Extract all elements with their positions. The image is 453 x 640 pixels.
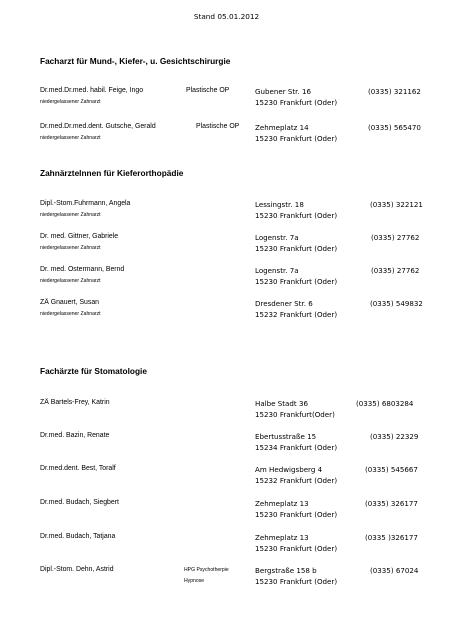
entry-phone: (0335) 321162 [368, 87, 421, 96]
entry-street: Logenstr. 7a [255, 233, 299, 242]
entry-phone: (0335) 6803284 [356, 399, 414, 408]
entry-city: 15230 Frankfurt (Oder) [255, 510, 338, 519]
entry-city: 15234 Frankfurt (Oder) [255, 443, 338, 452]
entry-city: 15230 Frankfurt (Oder) [255, 244, 338, 253]
entry-name: Dr.med. Bazin, Renate [40, 432, 110, 439]
entry-sub: niedergelassener Zahnarzt [40, 135, 101, 141]
entry-street: Logenstr. 7a [255, 266, 299, 275]
entry-name: Dr.med. Budach, Tatjana [40, 533, 116, 540]
entry-name: Dr. med. Gittner, Gabriele [40, 233, 119, 240]
entry-city: 15230 Frankfurt(Oder) [255, 410, 335, 419]
entry-phone: (0335) 27762 [371, 266, 420, 275]
entry-sub: niedergelassener Zahnarzt [40, 212, 101, 218]
entry-sub: niedergelassener Zahnarzt [40, 311, 101, 317]
entry-city: 15230 Frankfurt (Oder) [255, 134, 338, 143]
document-date: Stand 05.01.2012 [193, 12, 260, 21]
entry-phone: (0335) 67024 [370, 566, 419, 575]
entry-name: Dr.med. Budach, Siegbert [40, 499, 119, 506]
entry-specialty: Plastische OP [186, 87, 230, 94]
entry-street: Bergstraße 158 b [255, 566, 317, 575]
entry-street: Dresdener Str. 6 [255, 299, 313, 308]
entry-phone: (0335) 565470 [368, 123, 421, 132]
entry-city: 15230 Frankfurt (Oder) [255, 544, 338, 553]
entry-city: 15232 Frankfurt (Oder) [255, 476, 338, 485]
entry-city: 15230 Frankfurt (Oder) [255, 211, 338, 220]
entry-street: Zehmeplatz 13 [255, 499, 309, 508]
entry-name: Dr. med. Ostermann, Bernd [40, 266, 125, 273]
entry-name: Dipl.-Stom.Fuhrmann, Angela [40, 200, 131, 207]
entry-name: ZÄ Bartels-Frey, Katrin [40, 399, 110, 406]
entry-phone: (0335 )326177 [365, 533, 418, 542]
entry-name: Dr.med.Dr.med. habil. Feige, Ingo [40, 87, 144, 94]
entry-phone: (0335) 27762 [371, 233, 420, 242]
entry-phone: (0335) 326177 [365, 499, 418, 508]
entry-city: 15230 Frankfurt (Oder) [255, 277, 338, 286]
entry-street: Ebertusstraße 15 [255, 432, 317, 441]
entry-street: Zehmeplatz 13 [255, 533, 309, 542]
entry-phone: (0335) 549832 [370, 299, 423, 308]
entry-phone: (0335) 322121 [370, 200, 423, 209]
entry-street: Lessingstr. 18 [255, 200, 304, 209]
entry-name: ZÄ Gnauert, Susan [40, 299, 99, 306]
entry-city: 15230 Frankfurt (Oder) [255, 98, 338, 107]
entry-specialty: Plastische OP [196, 123, 240, 130]
entry-name: Dr.med.dent. Best, Toralf [40, 465, 116, 472]
entry-name: Dipl.-Stom. Dehn, Astrid [40, 566, 114, 573]
entry-specialty: HPG Psychotherpie [184, 567, 229, 573]
entry-street: Halbe Stadt 36 [255, 399, 308, 408]
entry-street: Am Hedwigsberg 4 [255, 465, 323, 474]
section-title-kfo: Zahnärztelnnen für Kieferorthopädie [40, 168, 184, 178]
entry-name: Dr.med.Dr.med.dent. Gutsche, Gerald [40, 123, 156, 130]
entry-street: Zehmeplatz 14 [255, 123, 309, 132]
entry-sub: niedergelassener Zahnarzt [40, 245, 101, 251]
entry-city: 15232 Frankfurt (Oder) [255, 310, 338, 319]
section-title-stomatologie: Fachärzte für Stomatologie [40, 366, 147, 376]
entry-specialty-secondary: Hypnose [184, 578, 205, 584]
section-title-mkg: Facharzt für Mund-, Kiefer-, u. Gesichtschirurgie [40, 56, 231, 66]
entry-sub: niedergelassener Zahnarzt [40, 278, 101, 284]
entry-street: Gubener Str. 16 [255, 87, 311, 96]
entry-sub: niedergelassener Zahnarzt [40, 99, 101, 105]
entry-phone: (0335) 545667 [365, 465, 418, 474]
entry-phone: (0335) 22329 [370, 432, 419, 441]
entry-city: 15230 Frankfurt (Oder) [255, 577, 338, 586]
